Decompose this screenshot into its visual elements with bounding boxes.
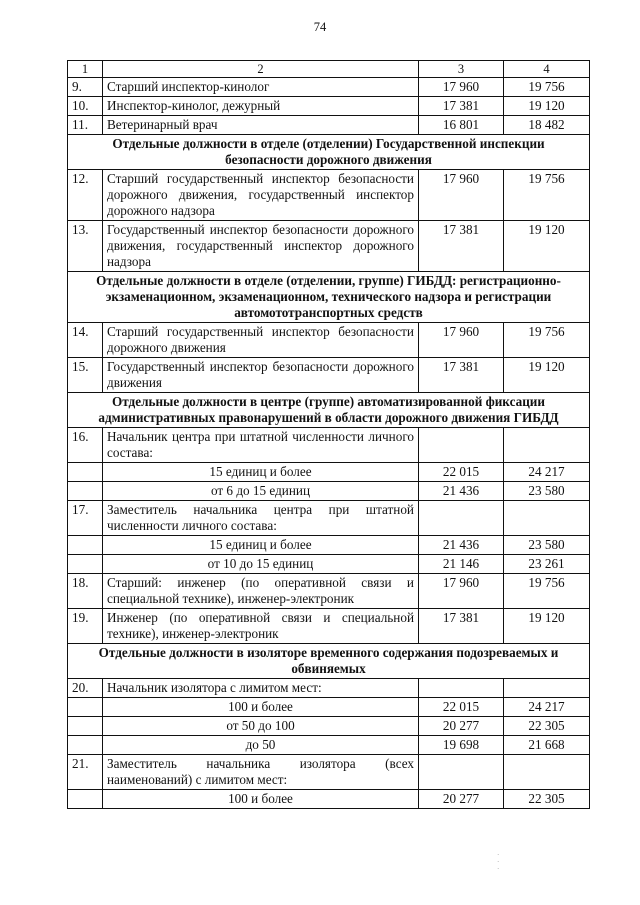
salary-value-2: 22 305	[504, 790, 590, 809]
salary-value-2: 23 261	[504, 555, 590, 574]
position-name: 100 и более	[103, 790, 419, 809]
salary-value-1	[419, 679, 504, 698]
salary-value-1	[419, 755, 504, 790]
table-subrow	[68, 698, 590, 717]
salary-value-1: 16 801	[419, 116, 504, 135]
position-name: Ветеринарный врач	[103, 116, 419, 135]
section-heading: Отдельные должности в отделе (отделении) Государственной инспекции безопасности дорожного движения	[68, 135, 590, 170]
section-heading: Отдельные должности в изоляторе временного содержания подозреваемых и обвиняемых	[68, 644, 590, 679]
row-number	[68, 555, 103, 574]
table-row	[68, 170, 590, 221]
row-number	[68, 698, 103, 717]
row-number	[68, 463, 103, 482]
salary-value-2: 19 756	[504, 574, 590, 609]
position-name: Заместитель начальника изолятора (всех наименований) с лимитом мест:	[103, 755, 419, 790]
row-number: 19.	[68, 609, 103, 644]
salary-value-1: 21 436	[419, 536, 504, 555]
salary-value-2	[504, 755, 590, 790]
position-name: от 50 до 100	[103, 717, 419, 736]
section-heading: Отдельные должности в отделе (отделении, группе) ГИБДД: регистрационно-экзаменационном, экзаменационном, технического надзора и регистрации автомототранспортных средств	[68, 272, 590, 323]
salary-value-2	[504, 679, 590, 698]
row-number: 12.	[68, 170, 103, 221]
row-number	[68, 482, 103, 501]
salary-value-2	[504, 428, 590, 463]
salary-value-1: 17 960	[419, 170, 504, 221]
table-row	[68, 323, 590, 358]
table-subrow	[68, 736, 590, 755]
section-heading-row	[68, 135, 590, 170]
salary-value-2: 19 120	[504, 609, 590, 644]
table-row	[68, 755, 590, 790]
row-number: 13.	[68, 221, 103, 272]
column-header: 2	[103, 61, 419, 78]
row-number	[68, 536, 103, 555]
salary-value-1	[419, 428, 504, 463]
row-number: 16.	[68, 428, 103, 463]
table-subrow	[68, 555, 590, 574]
salary-value-1: 17 381	[419, 358, 504, 393]
table-row	[68, 97, 590, 116]
row-number: 14.	[68, 323, 103, 358]
salary-value-2: 19 756	[504, 323, 590, 358]
position-name: Заместитель начальника центра при штатной численности личного состава:	[103, 501, 419, 536]
table-row	[68, 574, 590, 609]
position-name: Государственный инспектор безопасности дорожного движения, государственный инспектор дорожного надзора	[103, 221, 419, 272]
section-heading-row	[68, 393, 590, 428]
position-name: Начальник центра при штатной численности личного состава:	[103, 428, 419, 463]
row-number: 17.	[68, 501, 103, 536]
salary-value-2: 21 668	[504, 736, 590, 755]
salary-value-2: 19 756	[504, 170, 590, 221]
table-row	[68, 221, 590, 272]
row-number: 11.	[68, 116, 103, 135]
position-name: Старший государственный инспектор безопасности дорожного движения, государственный инспектор дорожного надзора	[103, 170, 419, 221]
row-number: 10.	[68, 97, 103, 116]
position-name: 15 единиц и более	[103, 463, 419, 482]
position-name: 15 единиц и более	[103, 536, 419, 555]
position-name: Старший государственный инспектор безопасности дорожного движения	[103, 323, 419, 358]
position-name: Инженер (по оперативной связи и специальной технике), инженер-электроник	[103, 609, 419, 644]
salary-value-2: 22 305	[504, 717, 590, 736]
table-subrow	[68, 717, 590, 736]
salary-value-1: 22 015	[419, 698, 504, 717]
salary-value-1: 21 436	[419, 482, 504, 501]
table-row	[68, 116, 590, 135]
salary-value-1: 19 698	[419, 736, 504, 755]
salary-value-2: 19 120	[504, 221, 590, 272]
table-subrow	[68, 482, 590, 501]
section-heading-row	[68, 272, 590, 323]
table-row	[68, 428, 590, 463]
column-header: 1	[68, 61, 103, 78]
position-name: Старший: инженер (по оперативной связи и специальной технике), инженер-электроник	[103, 574, 419, 609]
salary-value-1: 22 015	[419, 463, 504, 482]
salary-value-2: 18 482	[504, 116, 590, 135]
row-number: 21.	[68, 755, 103, 790]
position-name: до 50	[103, 736, 419, 755]
salary-value-2: 23 580	[504, 536, 590, 555]
salary-value-1: 17 381	[419, 609, 504, 644]
table-subrow	[68, 463, 590, 482]
position-name: от 10 до 15 единиц	[103, 555, 419, 574]
salary-value-2: 23 580	[504, 482, 590, 501]
row-number: 18.	[68, 574, 103, 609]
salary-value-2	[504, 501, 590, 536]
table-row	[68, 679, 590, 698]
row-number	[68, 717, 103, 736]
section-heading-row	[68, 644, 590, 679]
salary-table	[67, 60, 590, 809]
table-row	[68, 78, 590, 97]
table-subrow	[68, 790, 590, 809]
position-name: Старший инспектор-кинолог	[103, 78, 419, 97]
salary-value-1: 20 277	[419, 717, 504, 736]
row-number: 9.	[68, 78, 103, 97]
column-header: 3	[419, 61, 504, 78]
salary-value-1: 21 146	[419, 555, 504, 574]
column-header-row	[68, 61, 590, 78]
salary-value-1: 20 277	[419, 790, 504, 809]
salary-value-1: 17 960	[419, 78, 504, 97]
row-number: 15.	[68, 358, 103, 393]
row-number: 20.	[68, 679, 103, 698]
position-name: Инспектор-кинолог, дежурный	[103, 97, 419, 116]
position-name: Начальник изолятора с лимитом мест:	[103, 679, 419, 698]
table-row	[68, 501, 590, 536]
salary-value-2: 24 217	[504, 698, 590, 717]
section-heading: Отдельные должности в центре (группе) автоматизированной фиксации административных правонарушений в области дорожного движения ГИБДД	[68, 393, 590, 428]
salary-value-2: 19 120	[504, 358, 590, 393]
scan-mark: · · ·	[497, 851, 500, 873]
salary-value-2: 19 120	[504, 97, 590, 116]
salary-value-1: 17 381	[419, 221, 504, 272]
salary-value-1: 17 960	[419, 574, 504, 609]
position-name: Государственный инспектор безопасности дорожного движения	[103, 358, 419, 393]
row-number	[68, 736, 103, 755]
position-name: от 6 до 15 единиц	[103, 482, 419, 501]
salary-value-1: 17 960	[419, 323, 504, 358]
position-name: 100 и более	[103, 698, 419, 717]
table-row	[68, 609, 590, 644]
salary-value-1	[419, 501, 504, 536]
salary-value-2: 19 756	[504, 78, 590, 97]
page-number: 74	[313, 20, 327, 34]
salary-value-1: 17 381	[419, 97, 504, 116]
table-subrow	[68, 536, 590, 555]
row-number	[68, 790, 103, 809]
salary-value-2: 24 217	[504, 463, 590, 482]
table-row	[68, 358, 590, 393]
column-header: 4	[504, 61, 590, 78]
